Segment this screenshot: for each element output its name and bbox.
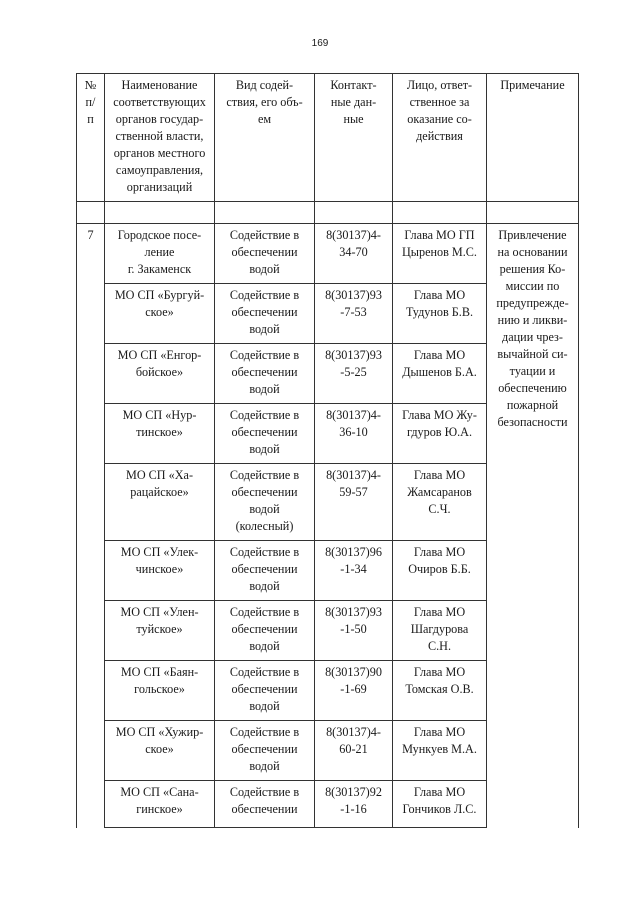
responsible-person-cell: Глава МО Тудунов Б.В. <box>393 284 487 344</box>
contact-cell: 8(30137)93 -5-25 <box>315 344 393 404</box>
header-note: Примечание <box>487 74 579 202</box>
organization-cell: МО СП «Ха- рацайское» <box>105 464 215 541</box>
aid-type-cell: Содействие в обеспечении водой <box>215 541 315 601</box>
aid-type-cell: Содействие в обеспечении водой <box>215 224 315 284</box>
organization-cell: МО СП «Сана- гинское» <box>105 781 215 828</box>
contact-cell: 8(30137)4- 36-10 <box>315 404 393 464</box>
contact-cell: 8(30137)92 -1-16 <box>315 781 393 828</box>
aid-type-cell: Содействие в обеспечении водой <box>215 601 315 661</box>
responsible-person-cell: Глава МО Жу- гдуров Ю.А. <box>393 404 487 464</box>
header-organization: Наименование соответствующих органов государ- ственной власти, органов местного самоуправления, организаций <box>105 74 215 202</box>
note-cell: Привлечение на основании решения Ко- миссии по предупрежде- нию и ликви- дации чрез- вычайной си- туации и обеспечению пожарной безопасности <box>487 224 579 828</box>
aid-type-cell: Содействие в обеспечении водой <box>215 404 315 464</box>
row-number: 7 <box>77 224 105 828</box>
aid-type-cell: Содействие в обеспечении водой <box>215 721 315 781</box>
responsible-person-cell: Глава МО Очиров Б.Б. <box>393 541 487 601</box>
header-aid-type: Вид содей- ствия, его объ- ем <box>215 74 315 202</box>
spacer-row <box>77 202 579 224</box>
organization-cell: МО СП «Хужир- ское» <box>105 721 215 781</box>
organization-cell: МО СП «Улен- туйское» <box>105 601 215 661</box>
contact-cell: 8(30137)96 -1-34 <box>315 541 393 601</box>
responsible-person-cell: Глава МО ГП Цыренов М.С. <box>393 224 487 284</box>
organization-cell: МО СП «Нур- тинское» <box>105 404 215 464</box>
responsible-person-cell: Глава МО Дышенов Б.А. <box>393 344 487 404</box>
organization-cell: МО СП «Бургуй- ское» <box>105 284 215 344</box>
header-row <box>77 74 579 202</box>
header-number: № п/ п <box>77 74 105 202</box>
contact-cell: 8(30137)4- 60-21 <box>315 721 393 781</box>
header-contact: Контакт- ные дан- ные <box>315 74 393 202</box>
responsible-person-cell: Глава МО Жамсаранов С.Ч. <box>393 464 487 541</box>
responsible-person-cell: Глава МО Шагдурова С.Н. <box>393 601 487 661</box>
responsible-person-cell: Глава МО Мункуев М.А. <box>393 721 487 781</box>
aid-type-cell: Содействие в обеспечении водой <box>215 284 315 344</box>
aid-type-cell: Содействие в обеспечении <box>215 781 315 828</box>
header-responsible-person: Лицо, ответ- ственное за оказание со- действия <box>393 74 487 202</box>
organization-cell: МО СП «Енгор- бойское» <box>105 344 215 404</box>
table-row <box>77 224 579 284</box>
contact-cell: 8(30137)90 -1-69 <box>315 661 393 721</box>
organization-cell: МО СП «Улек- чинское» <box>105 541 215 601</box>
page-number: 169 <box>311 38 329 49</box>
contact-cell: 8(30137)93 -1-50 <box>315 601 393 661</box>
support-table <box>76 73 579 828</box>
organization-cell: МО СП «Баян- гольское» <box>105 661 215 721</box>
contact-cell: 8(30137)4- 34-70 <box>315 224 393 284</box>
responsible-person-cell: Глава МО Томская О.В. <box>393 661 487 721</box>
contact-cell: 8(30137)93 -7-53 <box>315 284 393 344</box>
organization-cell: Городское посе- ление г. Закаменск <box>105 224 215 284</box>
aid-type-cell: Содействие в обеспечении водой <box>215 344 315 404</box>
contact-cell: 8(30137)4- 59-57 <box>315 464 393 541</box>
aid-type-cell: Содействие в обеспечении водой (колесный) <box>215 464 315 541</box>
responsible-person-cell: Глава МО Гончиков Л.С. <box>393 781 487 828</box>
aid-type-cell: Содействие в обеспечении водой <box>215 661 315 721</box>
